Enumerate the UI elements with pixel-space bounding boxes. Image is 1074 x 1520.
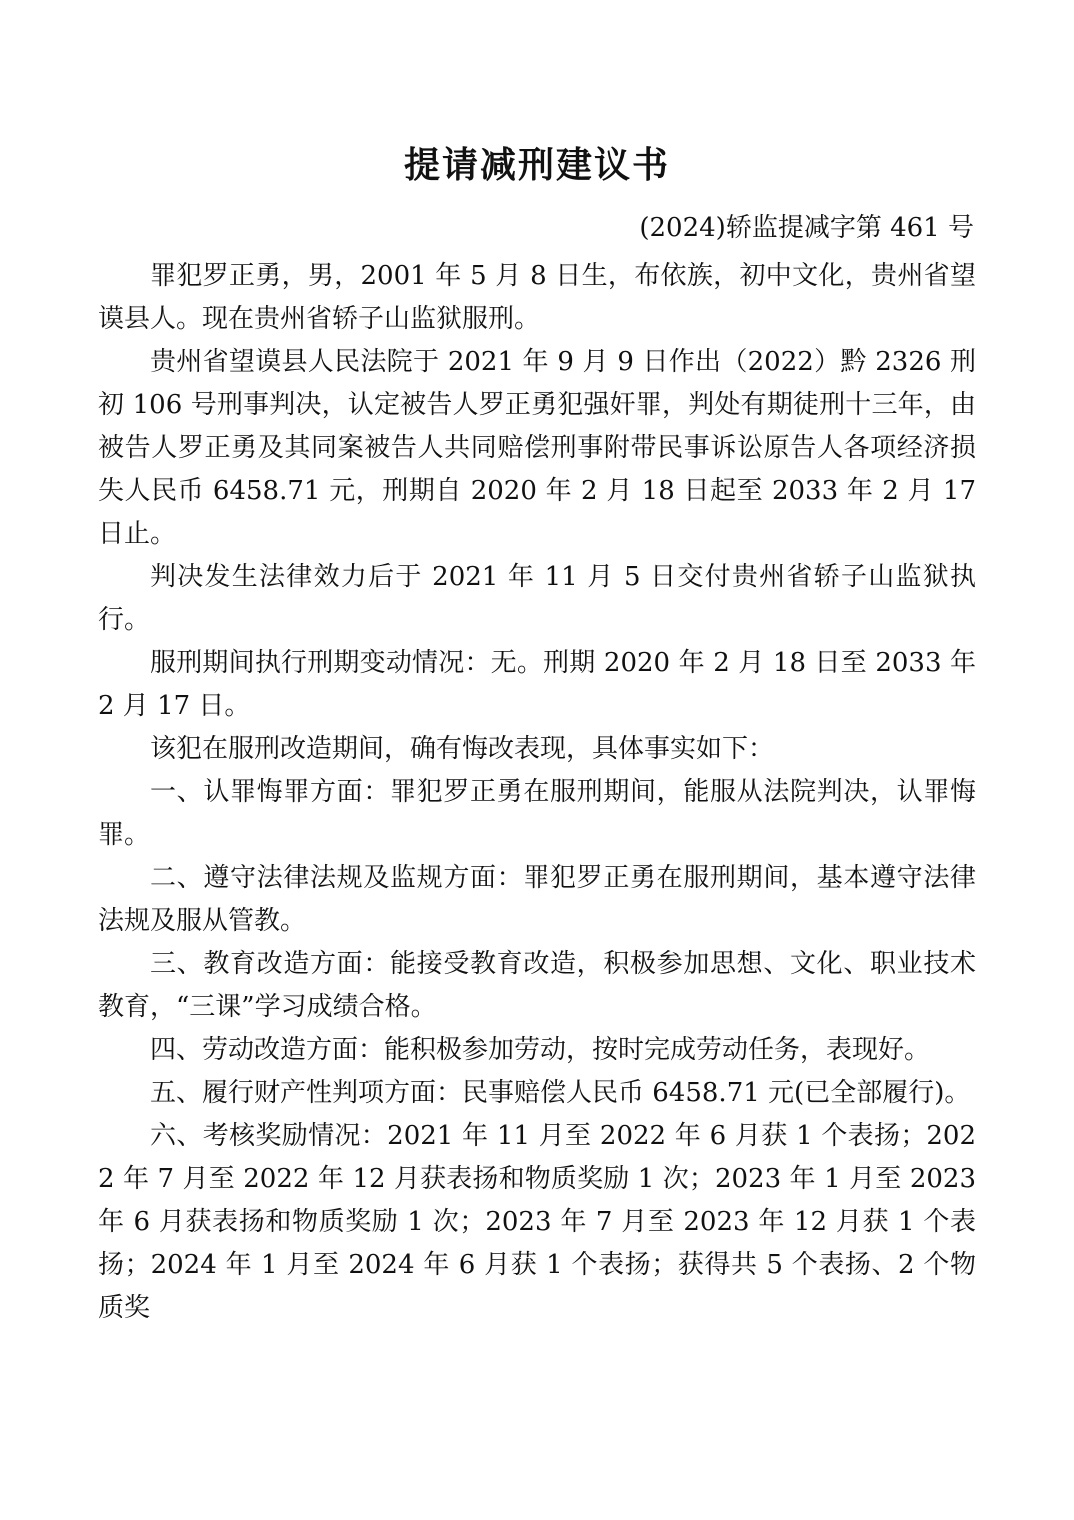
document-number: (2024)轿监提减字第 461 号 <box>639 213 974 243</box>
paragraph-sentence-change: 服刑期间执行刑期变动情况：无。刑期 2020 年 2 月 18 日至 2033 年 2 月 17 日。 <box>98 648 976 721</box>
paragraph-item-6: 六、考核奖励情况：2021 年 11 月至 2022 年 6 月获 1 个表扬；2022 年 7 月至 2022 年 12 月获表扬和物质奖励 1 次；2023 年 1 月至 2023 年 6 月获表扬和物质奖励 1 次；2023 年 7 月至 2023 年 12 月获 1 个表扬；2024 年 1 月至 2024 年 6 月获 1 个表扬；获得共 5 个表扬、2 个物质奖 <box>98 1121 976 1323</box>
paragraph-facts-intro: 该犯在服刑改造期间，确有悔改表现，具体事实如下： <box>150 734 775 764</box>
document-title: 提请减刑建议书 <box>403 145 670 186</box>
document-body <box>98 255 976 1330</box>
paragraph-judgment: 贵州省望谟县人民法院于 2021 年 9 月 9 日作出（2022）黔 2326 刑初 106 号刑事判决，认定被告人罗正勇犯强奸罪，判处有期徒刑十三年，由被告人罗正勇及其同案被告人共同赔偿刑事附带民事诉讼原告人各项经济损失人民币 6458.71 元，刑期自 2020 年 2 月 18 日起至 2033 年 2 月 17 日止。 <box>98 347 976 549</box>
paragraph-execution: 判决发生法律效力后于 2021 年 11 月 5 日交付贵州省轿子山监狱执行。 <box>98 562 976 635</box>
paragraph-item-1: 一、认罪悔罪方面：罪犯罗正勇在服刑期间，能服从法院判决，认罪悔罪。 <box>98 777 976 850</box>
paragraph-item-2: 二、遵守法律法规及监规方面：罪犯罗正勇在服刑期间，基本遵守法律法规及服从管教。 <box>98 863 976 936</box>
paragraph-basic-info: 罪犯罗正勇，男，2001 年 5 月 8 日生，布依族，初中文化，贵州省望谟县人。现在贵州省轿子山监狱服刑。 <box>98 261 976 334</box>
paragraph-item-5: 五、履行财产性判项方面：民事赔偿人民币 6458.71 元(已全部履行)。 <box>150 1078 971 1108</box>
paragraph-item-3: 三、教育改造方面：能接受教育改造，积极参加思想、文化、职业技术教育，“三课”学习成绩合格。 <box>98 949 976 1022</box>
paragraph-item-4: 四、劳动改造方面：能积极参加劳动，按时完成劳动任务，表现好。 <box>150 1035 931 1065</box>
